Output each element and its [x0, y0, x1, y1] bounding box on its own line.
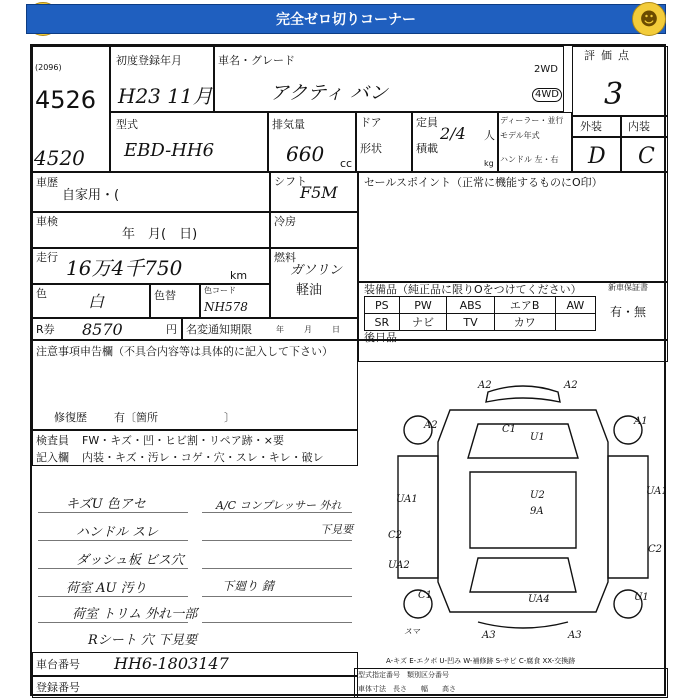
- remarks-line: [202, 512, 352, 513]
- interior-label: 内装: [628, 120, 650, 133]
- remarks-line: [38, 596, 188, 597]
- displacement-unit: cc: [340, 157, 353, 170]
- evaluation-score: 3: [604, 77, 624, 112]
- model-year-label: モデル年式: [500, 131, 540, 140]
- remark-right: 下廻り 錆: [222, 579, 274, 593]
- mark-c2: C2: [648, 544, 663, 555]
- remarks-line: [202, 540, 352, 541]
- sales-point-label: セールスポイント（正常に機能するものにO印）: [364, 176, 603, 189]
- remarks-line: [38, 622, 188, 623]
- car-roof-outline: [486, 386, 560, 402]
- mark-a2: A2: [478, 380, 492, 391]
- ac-label: 冷房: [274, 215, 296, 228]
- equipment-label: 装備品（純正品に限りOをつけてください）: [364, 283, 582, 296]
- mark-a2: A2: [564, 380, 578, 391]
- mark-c2: C2: [388, 530, 403, 541]
- lot-handwritten: 4520: [34, 146, 85, 170]
- back-seat-label: 後日品: [364, 331, 397, 344]
- mark-ua2: UA2: [388, 560, 410, 571]
- lot-number: 4526: [35, 86, 97, 114]
- chassis-label: 車台番号: [36, 658, 80, 671]
- banner: [26, 4, 666, 34]
- capacity-value: 2/4: [440, 124, 466, 143]
- equipment-cell: [555, 314, 595, 331]
- model-value: EBD-HH6: [124, 140, 215, 161]
- mark-u1: U1: [634, 592, 649, 603]
- mark-9a: 9A: [530, 506, 544, 517]
- mark-a2: A2: [424, 420, 438, 431]
- registration-label: 初度登録年月: [116, 54, 182, 67]
- equipment-cell: PS: [365, 297, 400, 314]
- mark-ua1: UA1: [646, 486, 668, 497]
- mark-ua1: UA1: [396, 494, 418, 505]
- car-front-outline: [438, 410, 608, 612]
- inspection-value: 年 月( 日): [122, 227, 198, 242]
- vehicle-name: アクティ バン: [270, 82, 388, 104]
- car-damage-diagram: [378, 372, 668, 644]
- remarks-line: [38, 568, 188, 569]
- inspection-label: 車検: [36, 215, 58, 228]
- fuel-value: ガソリン: [290, 263, 343, 278]
- mark-sma: スマ: [404, 627, 420, 636]
- remarks-line: [38, 512, 188, 513]
- new-car-value: 有・無: [610, 305, 647, 319]
- repaint-label: 色替: [154, 289, 176, 302]
- interior-score: C: [638, 144, 655, 169]
- inspector-row-2: 内装・キズ・汚レ・コゲ・穴・スレ・キレ・破レ: [82, 451, 324, 464]
- load-unit: kg: [484, 159, 494, 168]
- divider: [572, 136, 668, 138]
- drive-2wd: 2WD: [534, 64, 558, 75]
- divider: [620, 116, 622, 172]
- equipment-cell: AW: [555, 297, 595, 314]
- equipment-grid: [364, 296, 596, 331]
- remark-right: 下見要: [320, 523, 353, 536]
- recycle-label: R券: [36, 323, 55, 336]
- handle-label: ハンドル 左・右: [500, 155, 559, 164]
- shift-label: シフト: [274, 175, 307, 188]
- equipment-cell: エアB: [494, 297, 555, 314]
- legend: A-キズ E-エクボ U-凹み W-補修跡 S-サビ C-腐食 XX-交換跡: [386, 657, 576, 665]
- equipment-cell: ナビ: [399, 314, 447, 331]
- fuel-alt: 軽油: [296, 283, 323, 298]
- mark-a1: A1: [634, 416, 648, 427]
- repair-label: 修復歴: [54, 411, 87, 424]
- mileage-label: 走行: [36, 251, 58, 264]
- vehicle-label: 車名・グレード: [218, 54, 295, 67]
- exterior-label: 外装: [580, 120, 602, 133]
- shape-label: 形状: [360, 142, 382, 155]
- remarks-line: [38, 540, 188, 541]
- color-code-label: 色コード: [204, 286, 236, 295]
- inspector-label-2: 記入欄: [36, 451, 69, 464]
- reg-number-label: 登録番号: [36, 681, 80, 694]
- recycle-unit: 円: [166, 323, 177, 336]
- equipment-cell: TV: [447, 314, 494, 331]
- evaluation-label: 評価点: [584, 49, 635, 62]
- mark-a3: A3: [568, 630, 582, 641]
- bottom-box-row2: 車体寸法 長さ 幅 高さ: [358, 685, 456, 693]
- registration-value: H23 11月: [118, 84, 213, 108]
- door-label: ドア: [360, 116, 382, 129]
- chassis-value: HH6-1803147: [114, 654, 229, 673]
- bottom-box-row1: 型式指定番号 類別区分番号: [358, 671, 449, 679]
- dealer-label: ディーラー・並行: [500, 116, 564, 125]
- fuel-label: 燃料: [274, 251, 296, 264]
- model-label: 型式: [116, 118, 138, 131]
- mark-c1: C1: [502, 424, 517, 435]
- capacity-unit: 人: [484, 129, 495, 142]
- drive-4wd: 4WD: [532, 88, 562, 102]
- remark: 荷室 AU 汚り: [66, 581, 147, 596]
- mascot-icon-right: ☻: [632, 2, 666, 36]
- name-change-unit: 年 月 日: [276, 325, 346, 334]
- equipment-cell: カワ: [494, 314, 555, 331]
- car-right-side: [608, 456, 648, 578]
- shift-value: F5M: [300, 183, 338, 202]
- recycle-value: 8570: [82, 320, 123, 339]
- reg-number-box: [32, 676, 358, 698]
- usage-value: 自家用・(: [62, 188, 120, 203]
- name-change-label: 名変通知期限: [186, 323, 252, 336]
- equipment-cell: PW: [399, 297, 447, 314]
- inspector-label: 検査員: [36, 434, 69, 447]
- remark: キズU 色アセ: [66, 497, 146, 512]
- lot-small: (2096): [35, 63, 62, 72]
- mileage-unit: km: [230, 269, 248, 282]
- new-car-label: 新車保証書: [608, 283, 648, 292]
- mark-u1: U1: [530, 432, 545, 443]
- remark: ダッシュ板 ビス穴: [76, 553, 184, 568]
- notes-label: 注意事項申告欄（不具合内容等は具体的に記入して下さい）: [36, 345, 333, 358]
- car-windshield: [468, 424, 578, 458]
- mark-ua4: UA4: [528, 594, 550, 605]
- back-seat-box: [358, 340, 668, 362]
- equipment-cell: SR: [365, 314, 400, 331]
- usage-label: 車歴: [36, 176, 58, 189]
- remarks-line: [202, 568, 352, 569]
- car-cabin: [470, 472, 576, 548]
- remark: ハンドル スレ: [76, 525, 159, 540]
- mileage-value: 16万4千750: [66, 256, 183, 280]
- repair-value: 有〔箇所 〕: [114, 411, 235, 424]
- remark-right: A/C コンプレッサー 外れ: [216, 499, 342, 512]
- remark: Rシート 穴 下見要: [88, 633, 198, 648]
- car-rear-window: [470, 558, 576, 592]
- remarks-line: [202, 622, 352, 623]
- displacement-label: 排気量: [272, 118, 305, 131]
- color-code-value: NH578: [204, 300, 248, 314]
- color-value: 白: [88, 292, 105, 311]
- inspector-row-1: FW・キズ・凹・ヒビ割・リペア跡・×要: [82, 434, 284, 447]
- remark: 荷室 トリム 外れ一部: [72, 607, 198, 622]
- displacement-value: 660: [286, 142, 325, 166]
- load-label: 積載: [416, 142, 438, 155]
- mark-u2: U2: [530, 490, 545, 501]
- car-bumper-rear: [478, 622, 568, 628]
- equipment-cell: ABS: [447, 297, 494, 314]
- capacity-label: 定員: [416, 116, 438, 129]
- exterior-score: D: [588, 144, 606, 169]
- remarks-line: [202, 596, 352, 597]
- mark-c1: C1: [418, 590, 433, 601]
- banner-title: 完全ゼロ切りコーナー: [276, 12, 416, 28]
- color-label: 色: [36, 287, 47, 300]
- mark-a3: A3: [482, 630, 496, 641]
